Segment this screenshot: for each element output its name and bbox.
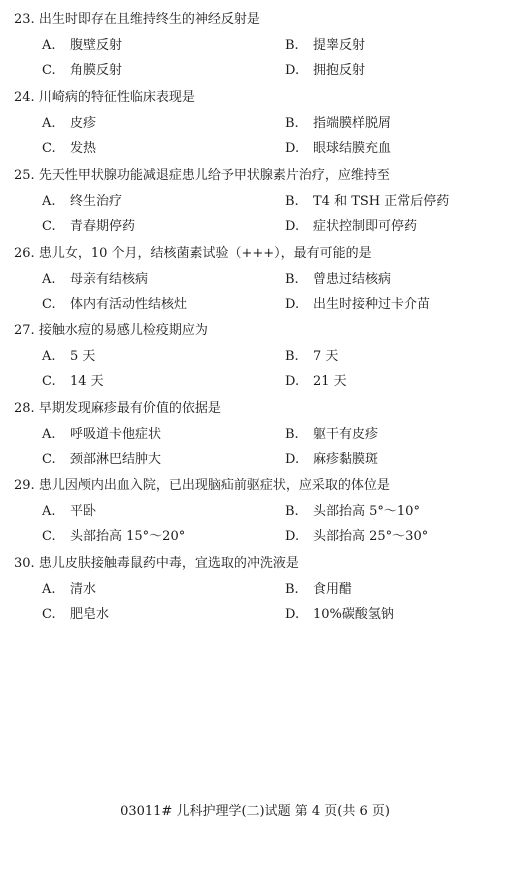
option-text: 10%碳酸氢钠 bbox=[313, 607, 394, 622]
question-stem: 患儿皮肤接触毒鼠药中毒，宜选取的冲洗液是 bbox=[38, 556, 299, 571]
option-a bbox=[42, 34, 122, 53]
option-b bbox=[285, 34, 365, 53]
option-b bbox=[285, 500, 420, 519]
option-text: 曾患过结核病 bbox=[313, 272, 392, 287]
question-stem-line bbox=[14, 552, 299, 571]
option-b bbox=[285, 190, 449, 209]
option-letter: C. bbox=[42, 529, 56, 544]
option-letter: A. bbox=[42, 427, 56, 442]
question-stem-line bbox=[14, 397, 221, 416]
option-a bbox=[42, 423, 161, 442]
option-letter: A. bbox=[42, 504, 56, 519]
option-c bbox=[42, 525, 185, 544]
option-d bbox=[285, 293, 430, 312]
option-letter: B. bbox=[285, 116, 299, 131]
question-stem: 接触水痘的易感儿检疫期应为 bbox=[38, 323, 208, 338]
option-letter: C. bbox=[42, 374, 56, 389]
option-text: 头部抬高 25°～30° bbox=[313, 529, 429, 544]
option-b bbox=[285, 423, 378, 442]
option-letter: B. bbox=[285, 504, 299, 519]
option-b bbox=[285, 268, 391, 287]
option-letter: C. bbox=[42, 63, 56, 78]
option-a bbox=[42, 112, 96, 131]
question-stem: 患儿女，10 个月，结核菌素试验（+++），最有可能的是 bbox=[38, 246, 372, 261]
question-number: 27. bbox=[14, 323, 35, 338]
page-footer: 03011# 儿科护理学(二)试题 第 4 页(共 6 页) bbox=[120, 804, 390, 819]
option-c bbox=[42, 370, 104, 389]
option-letter: D. bbox=[285, 452, 300, 467]
question-number: 24. bbox=[14, 90, 35, 105]
option-letter: C. bbox=[42, 297, 56, 312]
question-number: 29. bbox=[14, 478, 35, 493]
option-d bbox=[285, 525, 428, 544]
option-letter: A. bbox=[42, 582, 56, 597]
question-stem: 出生时即存在且维持终生的神经反射是 bbox=[38, 12, 260, 27]
question-stem: 先天性甲状腺功能减退症患儿给予甲状腺素片治疗，应维持至 bbox=[38, 168, 390, 183]
option-d bbox=[285, 59, 365, 78]
option-text: 7 天 bbox=[313, 349, 339, 364]
option-d bbox=[285, 448, 378, 467]
option-c bbox=[42, 59, 122, 78]
option-b bbox=[285, 578, 352, 597]
option-text: 拥抱反射 bbox=[313, 63, 366, 78]
option-text: 21 天 bbox=[313, 374, 347, 389]
option-letter: D. bbox=[285, 297, 300, 312]
option-letter: A. bbox=[42, 194, 56, 209]
option-a bbox=[42, 345, 95, 364]
question-stem-line bbox=[14, 242, 372, 261]
question-stem: 川崎病的特征性临床表现是 bbox=[38, 90, 195, 105]
option-text: 指端膜样脱屑 bbox=[313, 116, 392, 131]
question-number: 30. bbox=[14, 556, 35, 571]
option-letter: A. bbox=[42, 349, 56, 364]
option-letter: C. bbox=[42, 141, 56, 156]
option-letter: A. bbox=[42, 38, 56, 53]
option-letter: B. bbox=[285, 427, 299, 442]
option-letter: D. bbox=[285, 141, 300, 156]
question-number: 23. bbox=[14, 12, 35, 27]
question-stem-line bbox=[14, 8, 260, 27]
option-letter: B. bbox=[285, 194, 299, 209]
option-text: 腹壁反射 bbox=[70, 38, 123, 53]
option-d bbox=[285, 215, 417, 234]
option-a bbox=[42, 190, 122, 209]
option-text: T4 和 TSH 正常后停药 bbox=[313, 194, 450, 209]
option-text: 提睾反射 bbox=[313, 38, 366, 53]
option-c bbox=[42, 293, 187, 312]
option-text: 终生治疗 bbox=[70, 194, 123, 209]
option-text: 食用醋 bbox=[313, 582, 353, 597]
option-text: 眼球结膜充血 bbox=[313, 141, 392, 156]
option-text: 肥皂水 bbox=[70, 607, 110, 622]
option-text: 角膜反射 bbox=[70, 63, 123, 78]
option-text: 呼吸道卡他症状 bbox=[70, 427, 162, 442]
option-letter: B. bbox=[285, 582, 299, 597]
question-number: 25. bbox=[14, 168, 35, 183]
option-b bbox=[285, 345, 338, 364]
option-text: 皮疹 bbox=[70, 116, 97, 131]
question-stem-line bbox=[14, 319, 208, 338]
option-c bbox=[42, 448, 161, 467]
option-d bbox=[285, 137, 391, 156]
option-letter: B. bbox=[285, 38, 299, 53]
option-letter: C. bbox=[42, 607, 56, 622]
option-c bbox=[42, 215, 135, 234]
option-c bbox=[42, 137, 96, 156]
option-letter: D. bbox=[285, 374, 300, 389]
question-stem: 早期发现麻疹最有价值的依据是 bbox=[38, 401, 221, 416]
question-number: 28. bbox=[14, 401, 35, 416]
option-text: 颈部淋巴结肿大 bbox=[70, 452, 162, 467]
option-text: 青春期停药 bbox=[70, 219, 136, 234]
option-b bbox=[285, 112, 391, 131]
option-text: 出生时接种过卡介苗 bbox=[313, 297, 431, 312]
option-text: 14 天 bbox=[70, 374, 104, 389]
option-c bbox=[42, 603, 109, 622]
question-stem-line bbox=[14, 474, 390, 493]
option-letter: B. bbox=[285, 349, 299, 364]
option-letter: A. bbox=[42, 272, 56, 287]
question-stem-line bbox=[14, 164, 390, 183]
option-text: 头部抬高 15°～20° bbox=[70, 529, 186, 544]
question-stem: 患儿因颅内出血入院，已出现脑疝前驱症状，应采取的体位是 bbox=[38, 478, 390, 493]
option-text: 体内有活动性结核灶 bbox=[70, 297, 188, 312]
question-number: 26. bbox=[14, 246, 35, 261]
option-text: 发热 bbox=[70, 141, 97, 156]
option-letter: D. bbox=[285, 529, 300, 544]
option-a bbox=[42, 500, 96, 519]
option-a bbox=[42, 578, 96, 597]
option-d bbox=[285, 603, 394, 622]
option-text: 麻疹黏膜斑 bbox=[313, 452, 379, 467]
option-text: 母亲有结核病 bbox=[70, 272, 149, 287]
option-letter: D. bbox=[285, 607, 300, 622]
option-letter: D. bbox=[285, 63, 300, 78]
option-letter: B. bbox=[285, 272, 299, 287]
option-d bbox=[285, 370, 347, 389]
option-a bbox=[42, 268, 148, 287]
option-text: 5 天 bbox=[70, 349, 96, 364]
option-text: 平卧 bbox=[70, 504, 97, 519]
option-letter: C. bbox=[42, 219, 56, 234]
option-text: 症状控制即可停药 bbox=[313, 219, 418, 234]
option-letter: A. bbox=[42, 116, 56, 131]
option-letter: C. bbox=[42, 452, 56, 467]
question-stem-line bbox=[14, 86, 195, 105]
option-text: 清水 bbox=[70, 582, 97, 597]
option-text: 头部抬高 5°～10° bbox=[313, 504, 420, 519]
option-text: 躯干有皮疹 bbox=[313, 427, 379, 442]
option-letter: D. bbox=[285, 219, 300, 234]
